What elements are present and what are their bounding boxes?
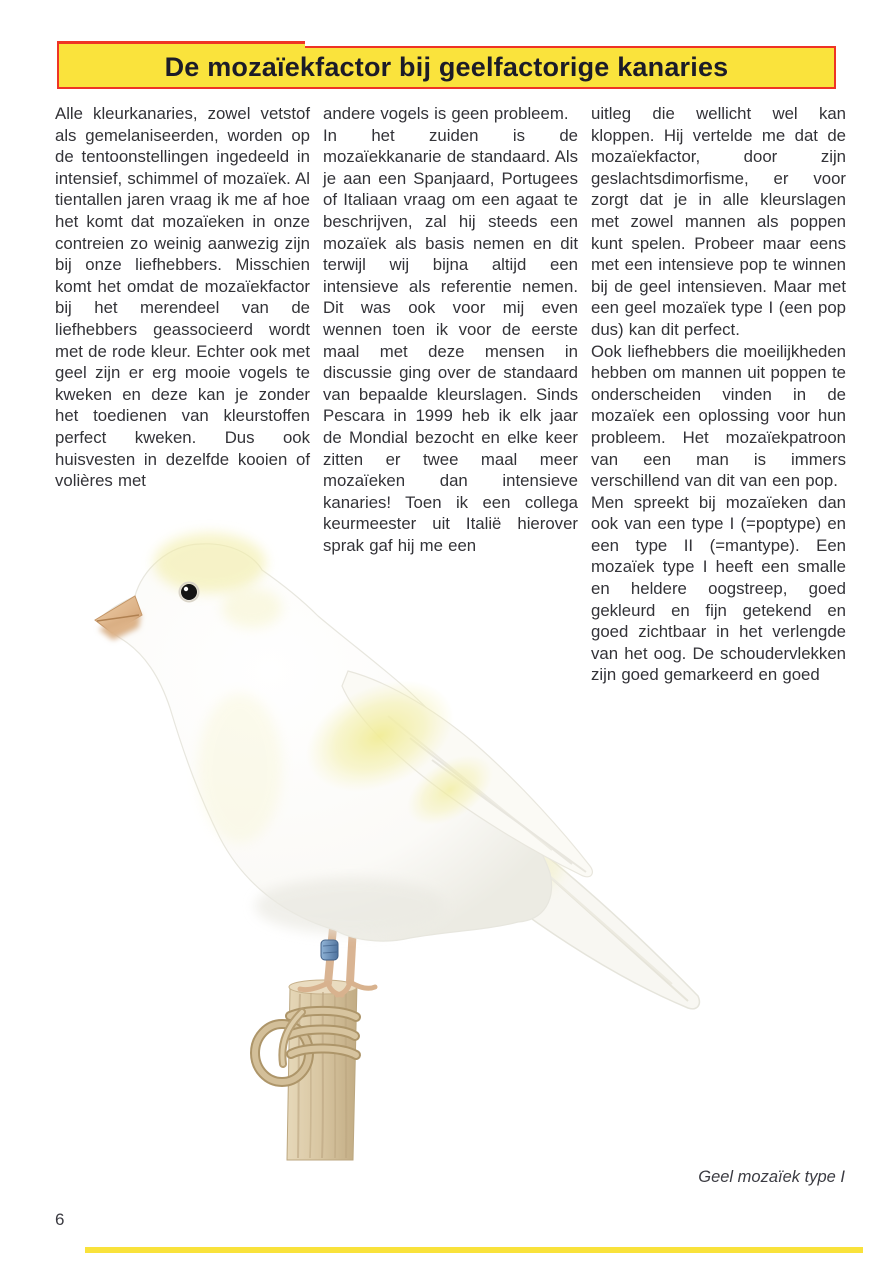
article-paragraph: In het zuiden is de mozaïekkanarie de standaard. Als je aan een Spanjaard, Portugees of Italiaan vraag om een agaat te beschrijven, zal hij steeds een mozaïek als basis nemen en dit terwijl wij bijna altijd een intensieve als referentie nemen. Dit was ook voor mij even wennen toen ik voor de eerste maal met deze mensen in discussie ging over de standaard van bepaalde kleurslagen. Sinds Pescara in 1999 heb ik elk jaar de Mondial bezocht en elke keer zitten er twee maal meer mozaïeken dan intensieve kanaries! Toen ik een collega keurmeester uit Italië hierover sprak gaf hij me een bbox=[323, 125, 578, 555]
article-paragraph: Ook liefhebbers die moeilijkheden hebben om mannen uit poppen te onderscheiden vinden in de mozaïek een oplossing voor hun probleem. Het mozaïekpatroon van een man is immers verschillend van dit van een pop. bbox=[591, 341, 846, 491]
leg-band bbox=[321, 940, 338, 960]
article-paragraph: Alle kleurkanaries, zowel vetstof als gemelaniseerden, worden op de tentoonstellingen ingedeeld in intensief, schimmel of mozaïek. Al tientallen jaren vraag ik me af hoe het komt dat mozaïeken in onze contreien zo weinig aanwezig zijn bij onze liefhebbers. Misschien komt het omdat de mozaïekfactor bij het merendeel van de liefhebbers geassocieerd wordt met de rode kleur. Echter ook met geel zijn er erg mooie vogels te kweken en deze kan je zonder het toedienen van kleurstoffen perfect kweken. Dus ook huisvesten in dezelfde kooien of volières met bbox=[55, 104, 310, 491]
article-title-banner bbox=[57, 46, 836, 89]
canary-photo bbox=[50, 468, 710, 1168]
article-paragraph: andere vogels is geen probleem. bbox=[323, 104, 569, 123]
footer-rule bbox=[85, 1247, 863, 1253]
figure-caption: Geel mozaïek type I bbox=[698, 1168, 845, 1186]
page-title: De mozaïekfactor bij geelfactorige kanaries bbox=[164, 52, 729, 82]
canary-eye bbox=[180, 583, 199, 602]
page-number: 6 bbox=[55, 1210, 65, 1229]
article-paragraph: Men spreekt bij mozaïeken dan ook van een type I (=poptype) en een type II (=mantype). Een mozaïek type I heeft een smalle en heldere oogstreep, goed gekleurd en fijn getekend en goed zichtbaar in het verlengde van het oog. De schoudervlekken zijn goed gemarkeerd en goed bbox=[591, 492, 846, 685]
article-paragraph: uitleg die wellicht wel kan kloppen. Hij vertelde me dat de mozaïekfactor, door zijn geslachtsdimorfisme, er voor zorgt dat je in alle kleurslagen met zowel mannen als poppen kunt spelen. Probeer maar eens met een intensieve pop te winnen bij de geel intensieven. Maar met een geel mozaïek type I (een pop dus) kan dit perfect. bbox=[591, 104, 846, 339]
title-banner-step-decoration bbox=[57, 41, 305, 50]
